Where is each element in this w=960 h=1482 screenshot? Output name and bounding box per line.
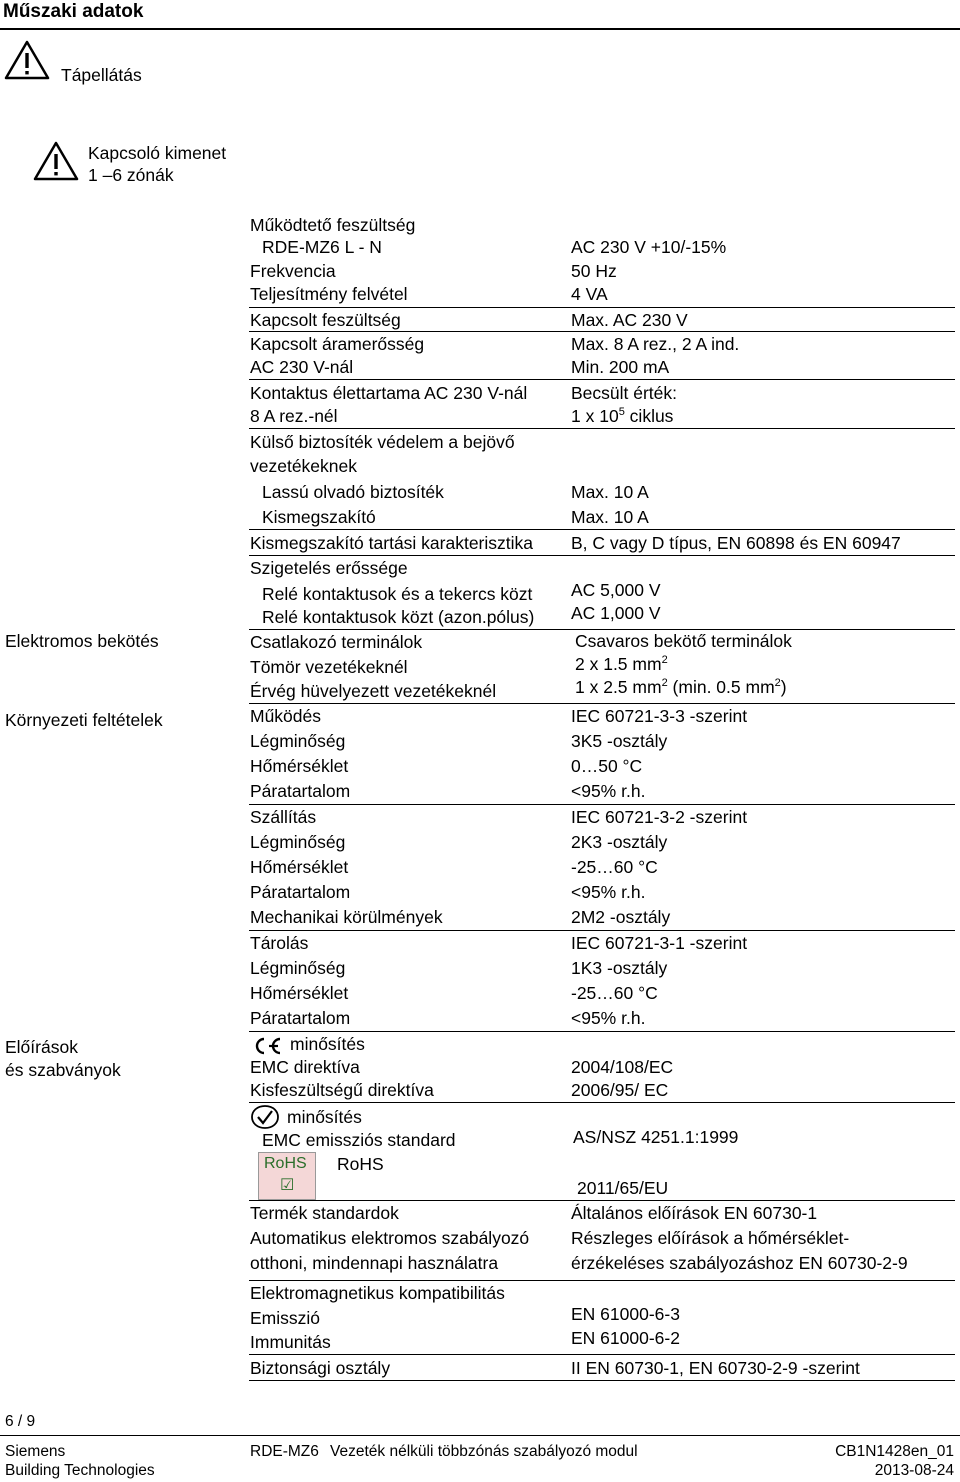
spec-value: érzékeléses szabályozáshoz EN 60730-2-9 <box>571 1253 908 1273</box>
spec-value: Min. 200 mA <box>571 357 670 377</box>
spec-label: Kismegszakító <box>262 507 376 527</box>
rohs-logo-text: RoHS <box>264 1155 307 1172</box>
spec-label: Mechanikai körülmények <box>250 907 443 927</box>
footer-company: Siemens <box>5 1443 66 1460</box>
footer-product: RDE-MZ6 <box>250 1443 319 1460</box>
divider <box>249 379 955 380</box>
spec-label: Hőmérséklet <box>250 983 349 1003</box>
page-number: 6 / 9 <box>5 1413 36 1430</box>
spec-value: B, C vagy D típus, EN 60898 és EN 60947 <box>571 533 901 553</box>
spec-label: Páratartalom <box>250 882 351 902</box>
spec-label: Szállítás <box>250 807 317 827</box>
section-heading: és szabványok <box>5 1060 121 1080</box>
spec-label: Tárolás <box>250 933 309 953</box>
spec-value: 1 x 2.5 $mm^2$ (min. 0.5 $mm^2$) <box>575 677 787 697</box>
spec-label: EMC emissziós standard <box>262 1130 456 1150</box>
spec-label: Immunitás <box>250 1332 331 1352</box>
spec-label: Működtető feszültség <box>250 215 416 235</box>
spec-value: AC 230 V +10/-15% <box>571 237 727 257</box>
spec-value: 0…50 °C <box>571 756 643 776</box>
spec-value: 2011/65/EU <box>577 1178 669 1198</box>
spec-value: Általános előírások EN 60730-1 <box>571 1203 818 1223</box>
spec-label: Frekvencia <box>250 261 336 281</box>
spec-label: RoHS <box>337 1154 384 1174</box>
footer-document-id: CB1N1428en_01 <box>835 1443 954 1460</box>
spec-label: Emisszió <box>250 1308 321 1328</box>
spec-label: Kapcsolt feszültség <box>250 310 401 330</box>
spec-label: Lassú olvadó biztosíték <box>262 482 444 502</box>
spec-value: AC 1,000 V <box>571 603 661 623</box>
spec-value: AS/NSZ 4251.1:1999 <box>573 1127 739 1147</box>
spec-value: -25…60 °C <box>571 983 658 1003</box>
spec-value: 50 Hz <box>571 261 617 281</box>
spec-label: Csatlakozó terminálok <box>250 632 423 652</box>
spec-value: <95% r.h. <box>571 781 646 801</box>
spec-value: IEC 60721-3-1 -szerint <box>571 933 748 953</box>
checkbox-icon: ☑ <box>280 1177 295 1194</box>
spec-value: Csavaros bekötő terminálok <box>575 631 792 651</box>
rcm-certification-label: minősítés <box>287 1107 362 1127</box>
footer-date: 2013-08-24 <box>874 1462 954 1479</box>
spec-label: Tömör vezetékeknél <box>250 657 408 677</box>
divider <box>249 428 955 429</box>
spec-value: Max. AC 230 V <box>571 310 688 330</box>
spec-value: EN 61000-6-2 <box>571 1328 680 1348</box>
spec-label: RDE-MZ6 L - N <box>262 237 382 257</box>
divider <box>249 629 955 630</box>
spec-label: Érvég hüvelyezett vezetékeknél <box>250 681 497 701</box>
spec-value: -25…60 °C <box>571 857 658 877</box>
spec-value: 4 VA <box>571 284 608 304</box>
spec-value: <95% r.h. <box>571 1008 646 1028</box>
spec-label: AC 230 V-nál <box>250 357 354 377</box>
divider <box>249 555 955 556</box>
switch-note: Kapcsoló kimenet <box>88 143 227 163</box>
spec-value: 1K3 -osztály <box>571 958 668 978</box>
spec-value: IEC 60721-3-2 -szerint <box>571 807 748 827</box>
spec-value: 2 x 1.5 $mm^2$ <box>575 654 668 674</box>
spec-label: Relé kontaktusok közt (azon.pólus) <box>262 607 535 627</box>
spec-value: 2K3 -osztály <box>571 832 668 852</box>
ce-certification-label: minősítés <box>290 1034 365 1054</box>
spec-label: Biztonsági osztály <box>250 1358 391 1378</box>
footer-rule <box>0 1435 960 1436</box>
divider <box>249 703 955 704</box>
spec-value: 2004/108/EC <box>571 1057 674 1077</box>
section-heading: Előírások <box>5 1037 78 1057</box>
spec-label: Külső biztosíték védelem a bejövő <box>250 432 515 452</box>
spec-label: Páratartalom <box>250 781 351 801</box>
spec-label: Hőmérséklet <box>250 857 349 877</box>
spec-value: Max. 10 A <box>571 482 649 502</box>
ce-mark-icon <box>250 1036 286 1056</box>
spec-value: Becsült érték: <box>571 383 678 403</box>
spec-value: EN 61000-6-3 <box>571 1304 680 1324</box>
spec-label: Légminőség <box>250 832 346 852</box>
divider <box>249 1280 955 1281</box>
spec-label: vezetékeknek <box>250 456 358 476</box>
spec-value: AC 5,000 V <box>571 580 661 600</box>
spec-value: 3K5 -osztály <box>571 731 668 751</box>
section-heading: Elektromos bekötés <box>5 631 159 651</box>
divider <box>249 1200 955 1201</box>
spec-label: Szigetelés erőssége <box>250 558 408 578</box>
divider <box>249 331 955 332</box>
spec-value: IEC 60721-3-3 -szerint <box>571 706 748 726</box>
spec-value: Max. 10 A <box>571 507 649 527</box>
divider <box>249 1031 955 1032</box>
spec-label: Kismegszakító tartási karakterisztika <box>250 533 534 553</box>
footer-company: Building Technologies <box>5 1462 155 1479</box>
spec-label: Relé kontaktusok és a tekercs közt <box>262 584 533 604</box>
spec-label: Kisfeszültségű direktíva <box>250 1080 434 1100</box>
spec-label: Kapcsolt áramerősség <box>250 334 425 354</box>
divider <box>249 930 955 931</box>
spec-label: Működés <box>250 706 322 726</box>
spec-label: Páratartalom <box>250 1008 351 1028</box>
spec-value: Részleges előírások a hőmérséklet- <box>571 1228 850 1248</box>
spec-value: 2006/95/ EC <box>571 1080 669 1100</box>
divider <box>249 1380 955 1381</box>
power-note: Tápellátás <box>61 65 142 85</box>
spec-label: Elektromagnetikus kompatibilitás <box>250 1283 505 1303</box>
spec-label: otthoni, mindennapi használatra <box>250 1253 499 1273</box>
spec-label: Termék standardok <box>250 1203 399 1223</box>
divider <box>249 1102 955 1103</box>
header-rule <box>0 28 960 30</box>
divider <box>249 529 955 530</box>
spec-label: Légminőség <box>250 958 346 978</box>
spec-label: Légminőség <box>250 731 346 751</box>
spec-value: 2M2 -osztály <box>571 907 671 927</box>
warning-icon <box>4 40 50 80</box>
spec-value: <95% r.h. <box>571 882 646 902</box>
divider <box>249 1354 955 1355</box>
spec-label: Hőmérséklet <box>250 756 349 776</box>
rcm-mark-icon <box>250 1104 280 1130</box>
switch-note: 1 –6 zónák <box>88 165 174 185</box>
warning-icon <box>33 141 79 181</box>
spec-label: Teljesítmény felvétel <box>250 284 408 304</box>
spec-label: Kontaktus élettartama AC 230 V-nál <box>250 383 528 403</box>
spec-label: Automatikus elektromos szabályozó <box>250 1228 530 1248</box>
spec-label: EMC direktíva <box>250 1057 360 1077</box>
page-title: Műszaki adatok <box>3 1 144 22</box>
spec-value: Max. 8 A rez., 2 A ind. <box>571 334 740 354</box>
spec-value: II EN 60730-1, EN 60730-2-9 -szerint <box>571 1358 860 1378</box>
section-heading: Környezeti feltételek <box>5 710 163 730</box>
spec-value: 1 x $10^5$ ciklus <box>571 406 674 426</box>
rohs-logo <box>258 1152 316 1200</box>
divider <box>249 307 955 308</box>
divider <box>249 804 955 805</box>
spec-label: 8 A rez.-nél <box>250 406 338 426</box>
footer-product-description: Vezeték nélküli többzónás szabályozó modul <box>330 1443 638 1460</box>
